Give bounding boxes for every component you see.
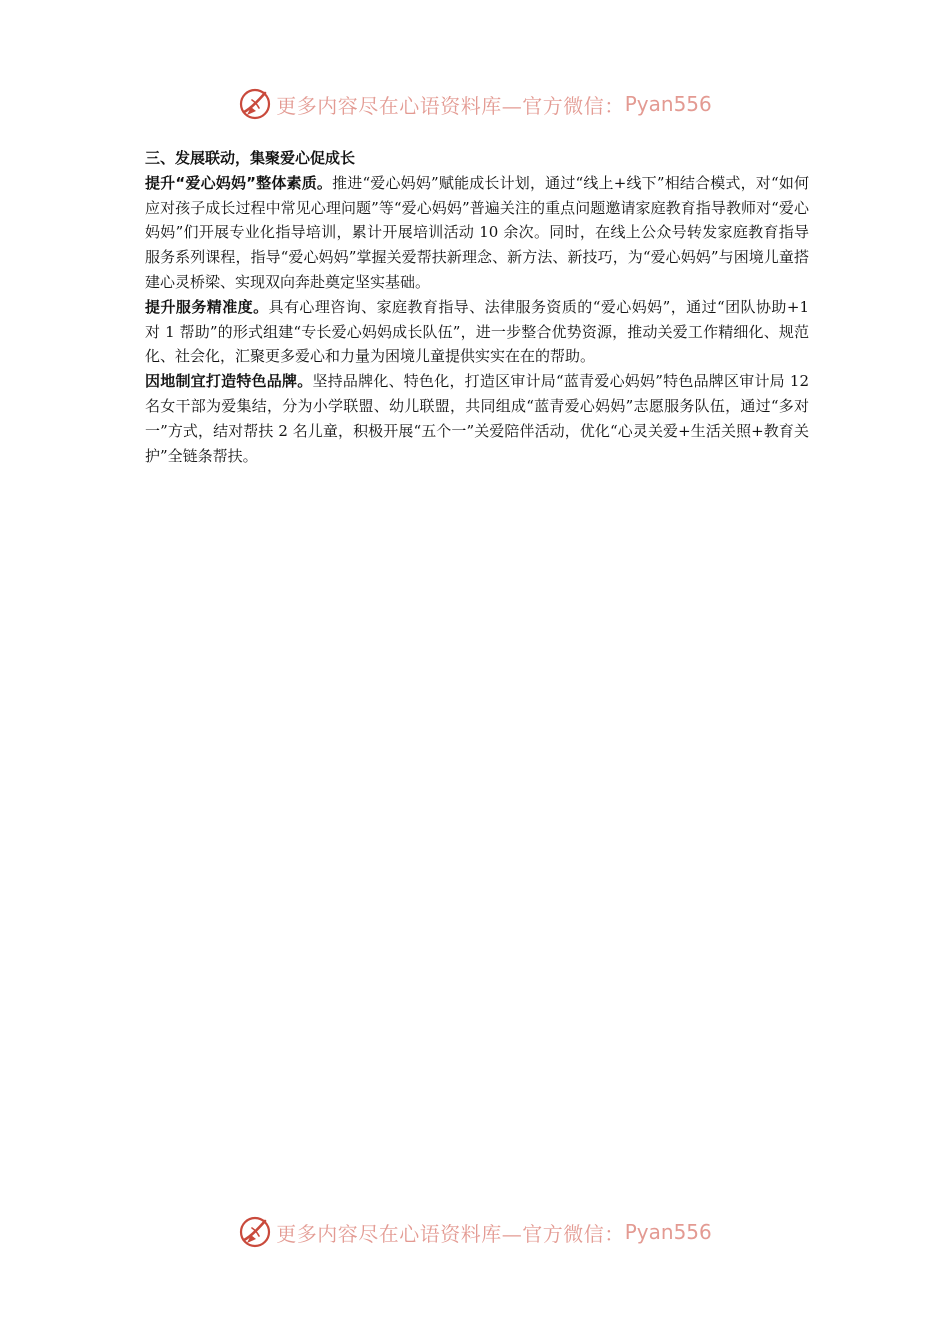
watermark-text: 更多内容尽在心语资料库—官方微信： bbox=[276, 93, 625, 118]
paragraph-lead: 提升服务精准度。 bbox=[145, 297, 269, 316]
paragraph-body: 推进“爱心妈妈”赋能成长计划，通过“线上+线下”相结合模式，对“如何应对孩子成长过程中常见心理问题”等“爱心妈妈”普遍关注的重点问题邀请家庭教育指导教师对“爱心妈妈”们开展专业化指导培训，累计开展培训活动 10 余次。同时，在线上公众号转发家庭教育指导服务系列课程，指导“爱心妈妈”掌握关爱帮扶新理念、新方法、新技巧，为“爱心妈妈”与困境儿童搭建心灵桥梁、实现双向奔赴奠定坚实基础。 bbox=[145, 173, 810, 291]
paragraph-body: 坚持品牌化、特色化，打造区审计局“蓝青爱心妈妈”特色品牌区审计局 12 名女干部为爱集结，分为小学联盟、幼儿联盟，共同组成“蓝青爱心妈妈”志愿服务队伍，通过“多对一”方式，结对帮扶 2 名儿童，积极开展“五个一”关爱陪伴活动，优化“心灵关爱+生活关照+教育关护”全链条帮扶。 bbox=[145, 372, 809, 465]
paragraph-precision bbox=[145, 295, 809, 369]
paragraph-lead: 提升“爱心妈妈”整体素质。 bbox=[145, 173, 333, 192]
watermark-wechat-id: Pyan556 bbox=[624, 1220, 712, 1244]
footer-watermark bbox=[0, 1212, 950, 1252]
paragraph-lead: 因地制宜打造特色品牌。 bbox=[145, 372, 313, 391]
pen-logo-icon bbox=[238, 1215, 272, 1249]
section-heading: 三、发展联动，集聚爱心促成长 bbox=[145, 149, 356, 167]
paragraph-brand bbox=[145, 369, 809, 468]
watermark-wechat-id: Pyan556 bbox=[624, 92, 712, 116]
paragraph-body: 具有心理咨询、家庭教育指导、法律服务资质的“爱心妈妈”，通过“团队协助+1 对 1 帮助”的形式组建“专长爱心妈妈成长队伍”，进一步整合优势资源，推动关爱工作精细化、规范化、社会化，汇聚更多爱心和力量为困境儿童提供实实在在的帮助。 bbox=[145, 297, 809, 366]
pen-logo-icon bbox=[238, 87, 272, 121]
header-watermark bbox=[0, 84, 950, 124]
watermark-text: 更多内容尽在心语资料库—官方微信： bbox=[276, 1221, 625, 1246]
document-body bbox=[145, 146, 809, 468]
paragraph-quality bbox=[145, 171, 809, 295]
